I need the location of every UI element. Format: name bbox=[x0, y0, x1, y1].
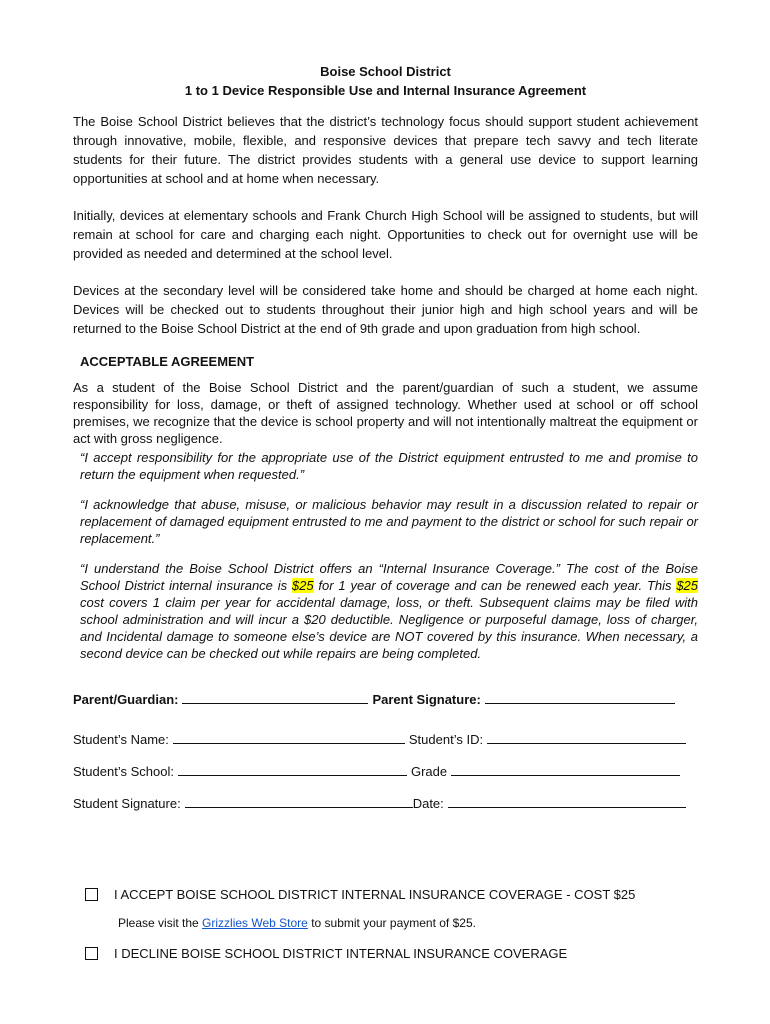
student-signature-label: Student Signature: bbox=[73, 796, 181, 811]
student-name-row bbox=[73, 730, 698, 749]
insurance-options bbox=[85, 884, 705, 963]
title-district: Boise School District bbox=[320, 64, 451, 79]
parent-guardian-label: Parent/Guardian: bbox=[73, 692, 179, 707]
accept-insurance-checkbox[interactable] bbox=[85, 888, 98, 901]
parent-guardian-field[interactable] bbox=[182, 690, 368, 704]
decline-insurance-checkbox[interactable] bbox=[85, 947, 98, 960]
grizzlies-web-store-link[interactable]: Grizzlies Web Store bbox=[202, 916, 308, 930]
accept-insurance-option[interactable] bbox=[85, 884, 705, 904]
intro-paragraph: The Boise School District believes that the district’s technology focus should support student achievement through innovative, mobile, flexible, and responsive devices that prepare tech savvy and tech literate students for their future. The district provides students with a general use device to support learning opportunities at school and at home when necessary. bbox=[73, 114, 698, 186]
student-id-label: Student’s ID: bbox=[408, 732, 484, 747]
elementary-paragraph: Initially, devices at elementary schools and Frank Church High School will be assigned to students, but will remain at school for care and charging each night. Opportunities to check out for overnight use will be provided as needed and determined at the school level. bbox=[73, 208, 698, 261]
quote-responsibility: “I accept responsibility for the appropriate use of the District equipment entrusted to me and promise to return the equipment when requested.” bbox=[80, 450, 698, 482]
student-school-label: Student’s School: bbox=[73, 764, 174, 779]
student-signature-row bbox=[73, 794, 698, 813]
grade-field[interactable] bbox=[451, 762, 680, 776]
student-school-field[interactable] bbox=[178, 762, 407, 776]
parent-row bbox=[73, 690, 698, 709]
grade-label: Grade bbox=[410, 764, 448, 779]
quote-insurance bbox=[80, 560, 698, 662]
price-highlight: $25 bbox=[676, 578, 699, 593]
document-title bbox=[73, 62, 698, 100]
acceptable-agreement-intro: As a student of the Boise School District and the parent/guardian of such a student, we assume responsibility for loss, damage, or theft of assigned technology. Whether used at school or off school premises, we recognize that the device is school property and will not intentionally maltreat the equipment or act with gross negligence. bbox=[73, 380, 698, 446]
decline-insurance-option[interactable] bbox=[85, 943, 705, 963]
decline-insurance-label: I DECLINE BOISE SCHOOL DISTRICT INTERNAL INSURANCE COVERAGE bbox=[114, 945, 568, 961]
student-name-label: Student’s Name: bbox=[73, 732, 169, 747]
student-school-row bbox=[73, 762, 698, 781]
payment-note-prefix: Please visit the bbox=[118, 916, 203, 930]
quote-abuse: “I acknowledge that abuse, misuse, or malicious behavior may result in a discussion related to repair or replacement of damaged equipment entrusted to me and payment to the district or school for such repair or replacement.” bbox=[80, 497, 698, 546]
student-id-field[interactable] bbox=[487, 730, 686, 744]
acceptable-agreement-heading: ACCEPTABLE AGREEMENT bbox=[80, 354, 255, 369]
student-signature-field[interactable] bbox=[185, 794, 413, 808]
date-label: Date: bbox=[412, 796, 444, 811]
parent-signature-field[interactable] bbox=[485, 690, 675, 704]
price-highlight: $25 bbox=[291, 578, 314, 593]
secondary-paragraph: Devices at the secondary level will be considered take home and should be charged at home each night. Devices will be checked out to students throughout their junior high and high school years and will be returned to the Boise School District at the end of 9th grade and upon graduation from high school. bbox=[73, 283, 698, 336]
payment-note-suffix: to submit your payment of $25. bbox=[307, 916, 476, 930]
quote-insurance-part2: for 1 year of coverage and can be renewed each year. This bbox=[313, 578, 677, 593]
accept-insurance-label: I ACCEPT BOISE SCHOOL DISTRICT INTERNAL INSURANCE COVERAGE - COST $25 bbox=[114, 886, 636, 902]
quote-insurance-part1: “I understand the Boise School District offers an “Internal Insurance Coverage.” The cost of the Boise School District internal insurance is bbox=[80, 561, 698, 593]
agreement-document bbox=[73, 62, 698, 813]
parent-signature-label: Parent Signature: bbox=[372, 692, 481, 707]
signature-fields bbox=[73, 690, 698, 813]
quote-insurance-part3: cost covers 1 claim per year for accidental damage, loss, or theft. Subsequent claims may be filed with school administration and will incur a $20 deductible. Negligence or purposeful damage, loss of charger, and Incidental damage to someone else’s device are NOT covered by this insurance. When necessary, a second device can be checked out while repairs are being completed. bbox=[80, 595, 698, 661]
date-field[interactable] bbox=[448, 794, 686, 808]
title-agreement: 1 to 1 Device Responsible Use and Internal Insurance Agreement bbox=[184, 83, 587, 98]
student-name-field[interactable] bbox=[173, 730, 405, 744]
payment-note bbox=[118, 916, 705, 930]
